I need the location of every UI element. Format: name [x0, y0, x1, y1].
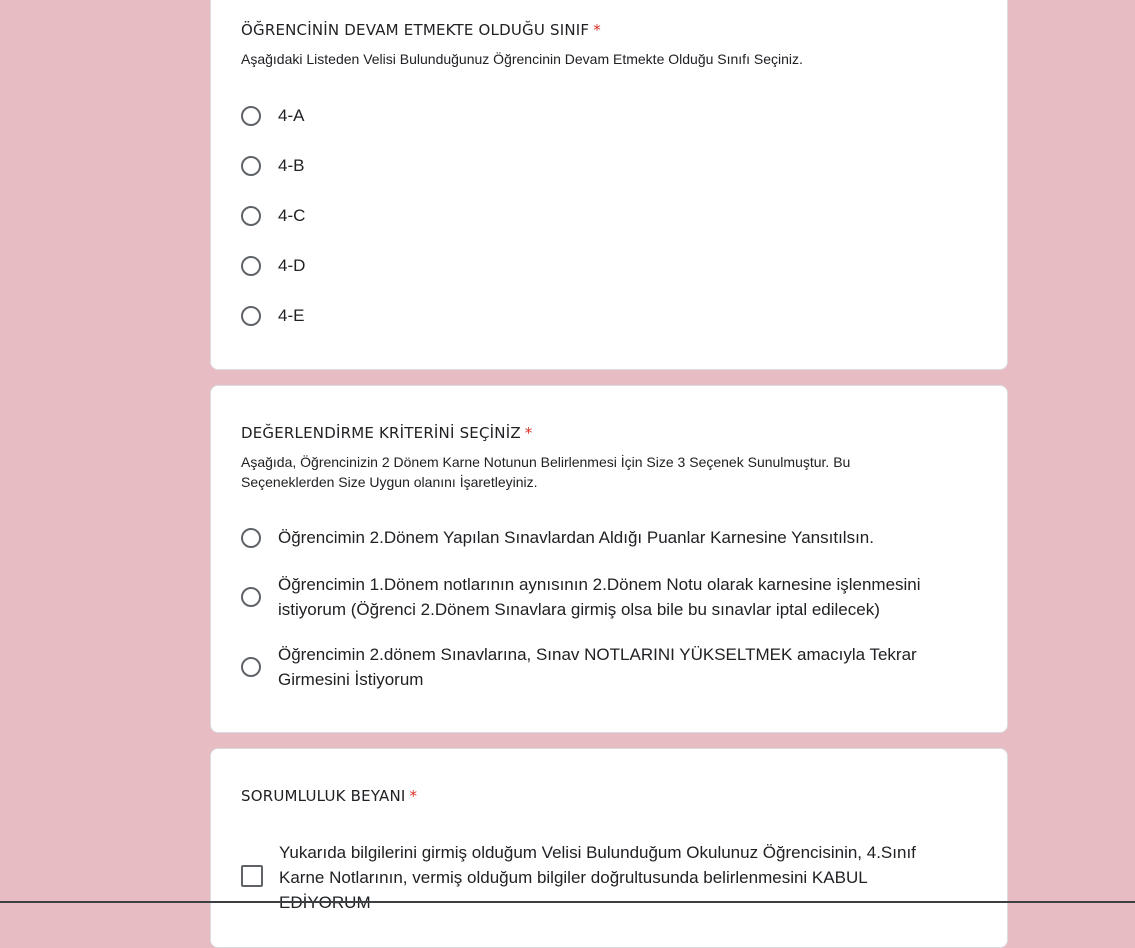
option-label: 4-D — [278, 256, 306, 275]
option-label: Yukarıda bilgilerini girmiş olduğum Velisi Bulunduğum Okulunuz Öğrencisinin, 4.Sınıf Karne Notlarının, vermiş olduğum bilgiler doğrultusunda belirlenmesini KABUL — [279, 843, 916, 887]
option-label: Öğrencimin 2.dönem Sınavlarına, Sınav NOTLARINI YÜKSELTMEK amacıyla Tekrar Girmesini İstiyorum — [278, 645, 917, 689]
question-card-class — [210, 0, 1008, 370]
radio-button[interactable] — [241, 256, 261, 276]
radio-option-4b[interactable] — [241, 153, 304, 178]
option-label: Öğrencimin 1.Dönem notlarının aynısının 2.Dönem Notu olarak karnesine işlenmesini istiyorum (Öğrenci 2.Dönem Sınavlara girmiş olsa bile bu sınavlar iptal edilecek) — [278, 575, 921, 619]
checkbox-option-accept[interactable] — [241, 840, 959, 915]
question-title — [241, 424, 533, 442]
question-title-text: ÖĞRENCİNİN DEVAM ETMEKTE OLDUĞU SINIF — [241, 21, 590, 39]
option-label: 4-E — [278, 306, 305, 325]
radio-option-4a[interactable] — [241, 103, 304, 128]
checkbox[interactable] — [241, 865, 263, 887]
question-title — [241, 21, 601, 39]
radio-button[interactable] — [241, 528, 261, 548]
question-title-text: SORUMLULUK BEYANI — [241, 787, 406, 805]
radio-button[interactable] — [241, 206, 261, 226]
radio-button[interactable] — [241, 306, 261, 326]
question-card-criteria — [210, 385, 1008, 733]
question-description: Aşağıdaki Listeden Velisi Bulunduğunuz Öğrencinin Devam Etmekte Olduğu Sınıfı Seçiniz. — [241, 51, 803, 67]
radio-option-4e[interactable] — [241, 303, 304, 328]
radio-button[interactable] — [241, 587, 261, 607]
question-title-text: DEĞERLENDİRME KRİTERİNİ SEÇİNİZ — [241, 424, 521, 442]
radio-button[interactable] — [241, 657, 261, 677]
required-asterisk: * — [593, 21, 601, 39]
question-description: Aşağıda, Öğrencinizin 2 Dönem Karne Notunun Belirlenmesi İçin Size 3 Seçenek Sunulmuştur. Bu Seçeneklerden Size Uygun olanını İşaretleyiniz. — [241, 454, 851, 490]
option-label: 4-B — [278, 156, 305, 175]
question-title — [241, 787, 417, 805]
option-label: Öğrencimin 2.Dönem Yapılan Sınavlardan Aldığı Puanlar Karnesine Yansıtılsın. — [278, 528, 874, 547]
radio-option-criteria-2[interactable] — [241, 572, 958, 622]
option-label: 4-C — [278, 206, 306, 225]
radio-option-4d[interactable] — [241, 253, 305, 278]
radio-option-criteria-3[interactable] — [241, 642, 958, 692]
radio-option-criteria-1[interactable] — [241, 525, 958, 550]
radio-button[interactable] — [241, 156, 261, 176]
required-asterisk: * — [409, 787, 418, 805]
required-asterisk: * — [524, 424, 533, 442]
question-card-declaration — [210, 748, 1008, 948]
option-label: 4-A — [278, 106, 305, 125]
radio-option-4c[interactable] — [241, 203, 305, 228]
radio-button[interactable] — [241, 106, 261, 126]
